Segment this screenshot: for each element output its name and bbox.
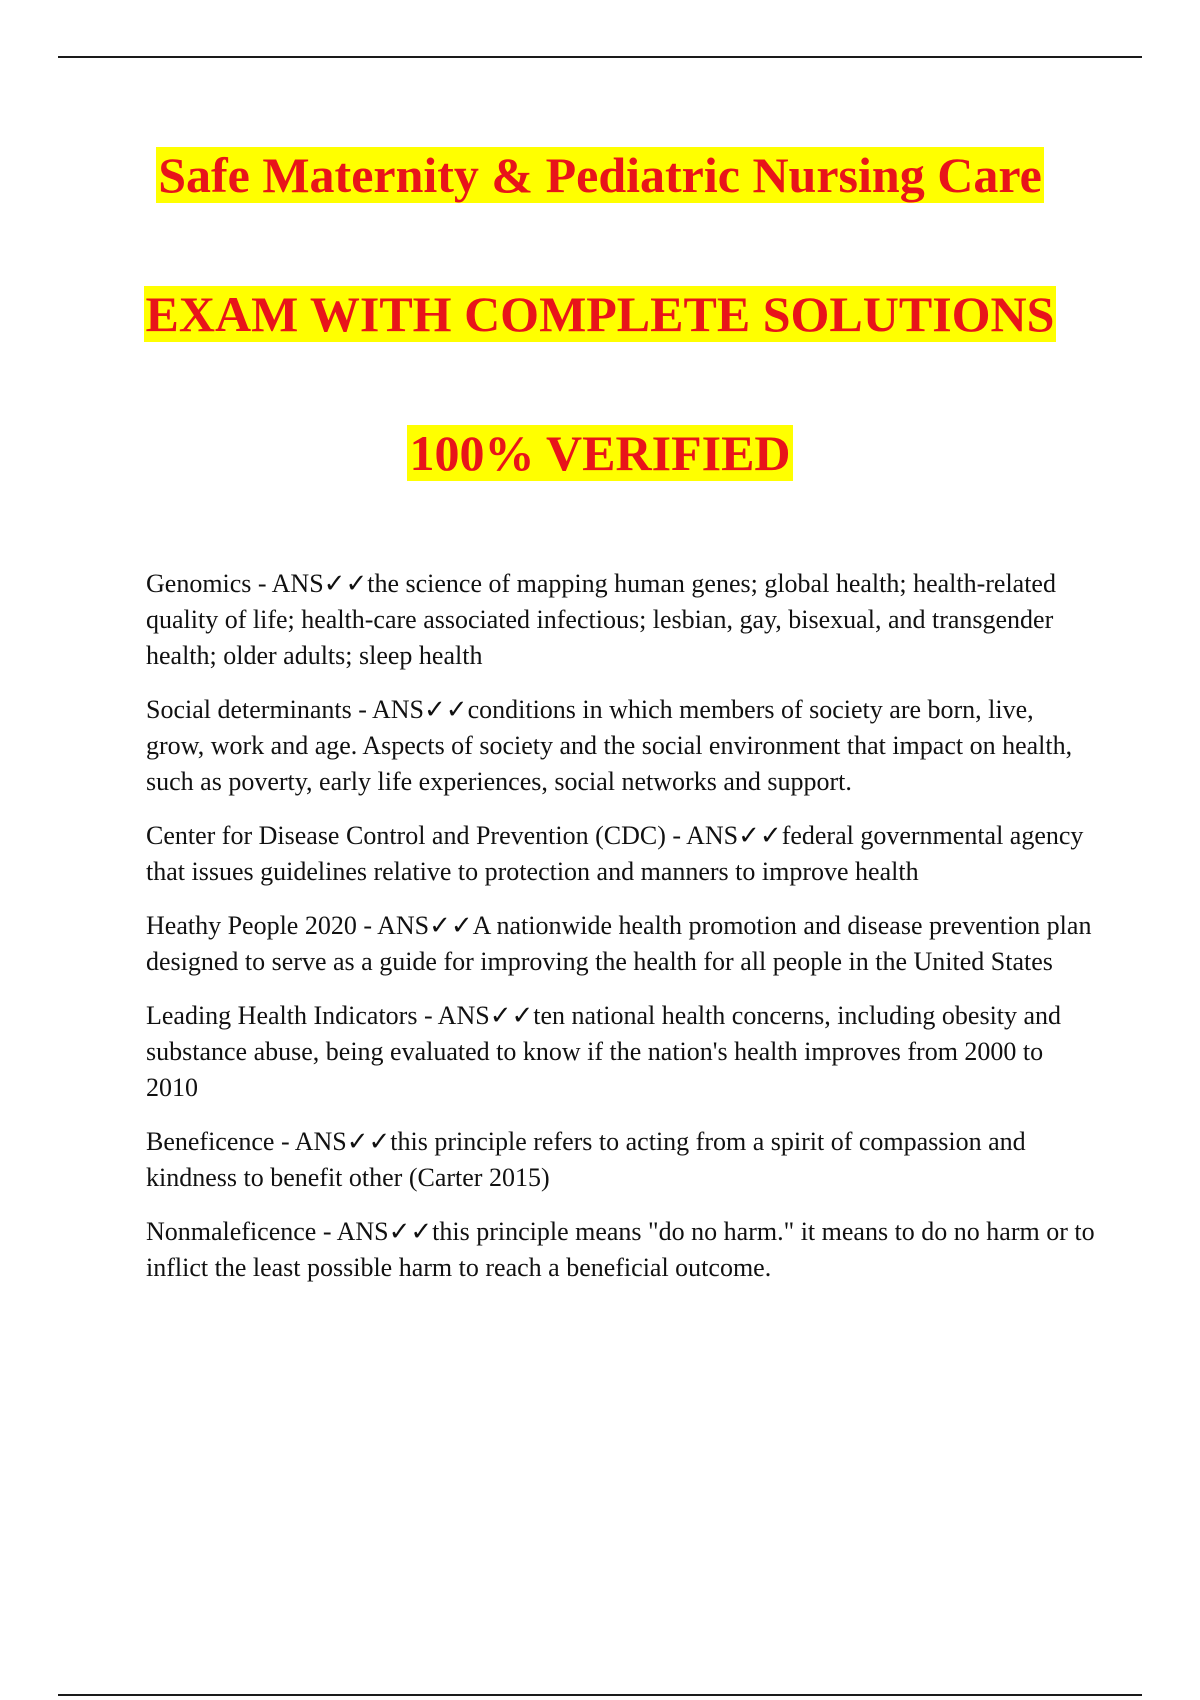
entry-nonmaleficence: Nonmaleficence - ANS✓✓this principle means "do no harm." it means to do no harm or to inflict the least possible harm to reach a beneficial outcome. [146,1217,1095,1282]
top-rule [58,56,1142,58]
title-line-2-text: EXAM WITH COMPLETE SOLUTIONS [145,286,1055,342]
entry-social-determinants: Social determinants - ANS✓✓conditions in which members of society are born, live, grow, work and age. Aspects of society and the social environment that impact on health, such as poverty, early life experiences, social networks and support. [146,695,1073,796]
entry-beneficence: Beneficence - ANS✓✓this principle refers to acting from a spirit of compassion and kindness to benefit other (Carter 2015) [146,1127,1026,1192]
title-line-2 [0,285,1200,343]
title-line-3 [0,424,1200,482]
bottom-rule [58,1694,1142,1696]
entry-healthy-people-2020: Heathy People 2020 - ANS✓✓A nationwide health promotion and disease prevention plan designed to serve as a guide for improving the health for all people in the United States [146,911,1092,976]
qa-entries [146,566,1096,1304]
title-line-3-text: 100% VERIFIED [409,425,791,481]
entry-cdc: Center for Disease Control and Prevention (CDC) - ANS✓✓federal governmental agency that issues guidelines relative to protection and manners to improve health [146,821,1084,886]
entry-leading-health-indicators: Leading Health Indicators - ANS✓✓ten national health concerns, including obesity and substance abuse, being evaluated to know if the nation's health improves from 2000 to 2010 [146,1001,1062,1102]
entry-genomics: Genomics - ANS✓✓the science of mapping human genes; global health; health-related quality of life; health-care associated infectious; lesbian, gay, bisexual, and transgender health; older adults; sleep health [146,569,1056,670]
title-line-1 [0,146,1200,204]
title-line-1-text: Safe Maternity & Pediatric Nursing Care [158,147,1042,203]
